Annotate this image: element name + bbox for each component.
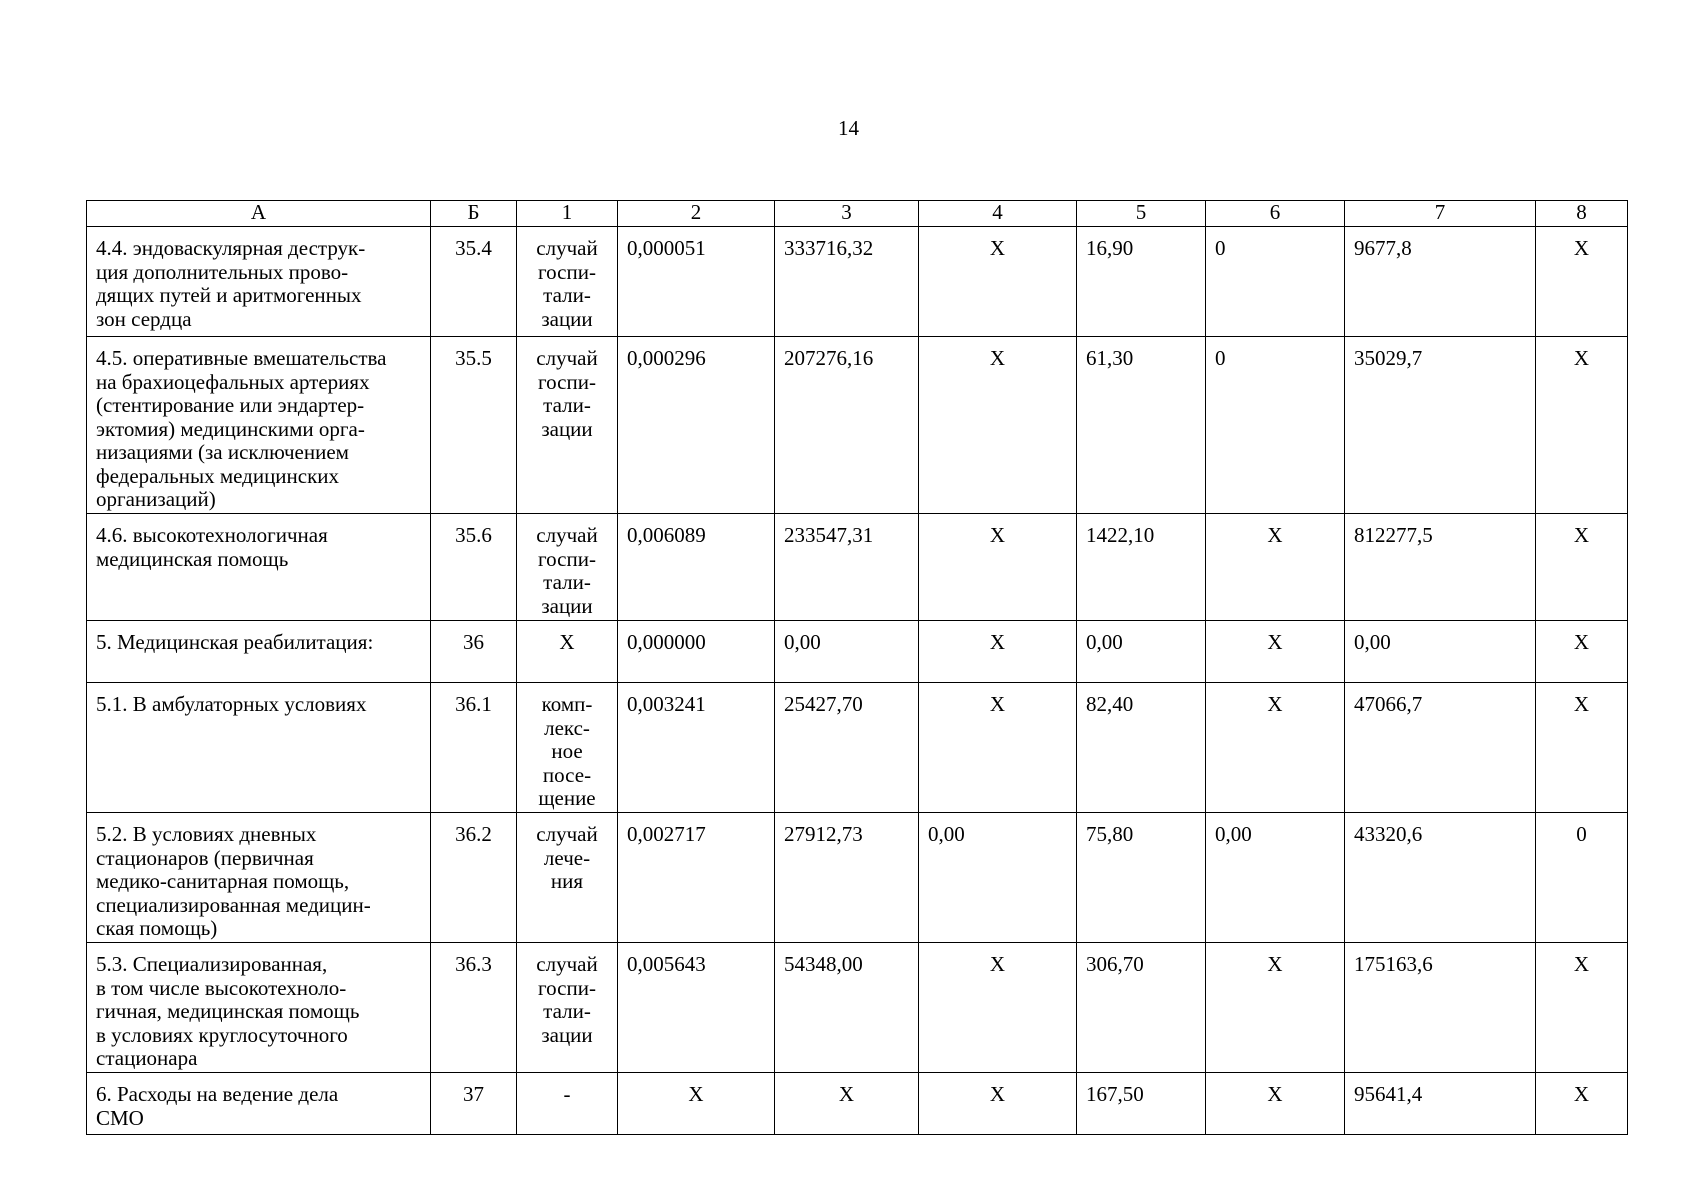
cell-col-2: 0,003241 [618, 683, 775, 813]
row-code: 36.2 [431, 813, 517, 943]
cell-col-8: Х [1536, 337, 1628, 514]
cell-col-8: Х [1536, 683, 1628, 813]
cell-col-5: 16,90 [1077, 227, 1206, 337]
cell-col-7: 35029,7 [1345, 337, 1536, 514]
row-name: 4.4. эндоваскулярная деструк- ция дополнительных прово- дящих путей и аритмогенных зон сердца [87, 227, 431, 337]
cell-col-6: Х [1206, 514, 1345, 621]
data-table [86, 200, 1628, 1135]
table-row [87, 683, 1628, 813]
cell-col-2: 0,000296 [618, 337, 775, 514]
page-number: 14 [838, 116, 859, 140]
cell-col-4: Х [919, 337, 1077, 514]
row-unit: случай лече- ния [517, 813, 618, 943]
row-name: 5.1. В амбулаторных условиях [87, 683, 431, 813]
cell-col-7: 43320,6 [1345, 813, 1536, 943]
row-name: 5.2. В условиях дневных стационаров (первичная медико-санитарная помощь, специализированная медицин- ская помощь) [87, 813, 431, 943]
table-row [87, 943, 1628, 1073]
header-cell: 1 [517, 201, 618, 227]
cell-col-8: Х [1536, 514, 1628, 621]
cell-col-2: 0,006089 [618, 514, 775, 621]
table-row [87, 1073, 1628, 1135]
header-row [87, 201, 1628, 227]
header-cell: 5 [1077, 201, 1206, 227]
cell-col-8: Х [1536, 621, 1628, 683]
cell-col-2: 0,000051 [618, 227, 775, 337]
cell-col-4: Х [919, 227, 1077, 337]
cell-col-6: Х [1206, 683, 1345, 813]
cell-col-4: Х [919, 683, 1077, 813]
row-name: 5.3. Специализированная, в том числе высокотехноло- гичная, медицинская помощь в условиях круглосуточного стационара [87, 943, 431, 1073]
row-unit: случай госпи- тали- зации [517, 943, 618, 1073]
row-name: 4.5. оперативные вмешательства на брахиоцефальных артериях (стентирование или эндартер- эктомия) медицинскими орга- низациями (за исключением федеральных медицинских организаций) [87, 337, 431, 514]
row-code: 35.4 [431, 227, 517, 337]
row-unit: случай госпи- тали- зации [517, 227, 618, 337]
row-name: 5. Медицинская реабилитация: [87, 621, 431, 683]
cell-col-6: Х [1206, 943, 1345, 1073]
cell-col-7: 9677,8 [1345, 227, 1536, 337]
cell-col-3: 25427,70 [775, 683, 919, 813]
cell-col-4: Х [919, 943, 1077, 1073]
cell-col-7: 812277,5 [1345, 514, 1536, 621]
cell-col-4: Х [919, 514, 1077, 621]
row-code: 37 [431, 1073, 517, 1135]
cell-col-3: 233547,31 [775, 514, 919, 621]
cell-col-3: 0,00 [775, 621, 919, 683]
cell-col-5: 1422,10 [1077, 514, 1206, 621]
row-code: 36 [431, 621, 517, 683]
header-cell: Б [431, 201, 517, 227]
cell-col-8: 0 [1536, 813, 1628, 943]
cell-col-5: 306,70 [1077, 943, 1206, 1073]
cell-col-3: 333716,32 [775, 227, 919, 337]
cell-col-6: 0 [1206, 227, 1345, 337]
header-cell: 4 [919, 201, 1077, 227]
cell-col-3: 27912,73 [775, 813, 919, 943]
cell-col-5: 82,40 [1077, 683, 1206, 813]
cell-col-3: 207276,16 [775, 337, 919, 514]
row-code: 35.5 [431, 337, 517, 514]
row-unit: - [517, 1073, 618, 1135]
cell-col-3: Х [775, 1073, 919, 1135]
header-cell: 8 [1536, 201, 1628, 227]
row-name: 4.6. высокотехнологичная медицинская помощь [87, 514, 431, 621]
cell-col-6: 0 [1206, 337, 1345, 514]
cell-col-5: 61,30 [1077, 337, 1206, 514]
row-unit: Х [517, 621, 618, 683]
row-code: 36.1 [431, 683, 517, 813]
cell-col-3: 54348,00 [775, 943, 919, 1073]
row-code: 36.3 [431, 943, 517, 1073]
cell-col-8: Х [1536, 943, 1628, 1073]
cell-col-2: Х [618, 1073, 775, 1135]
row-code: 35.6 [431, 514, 517, 621]
cell-col-7: 95641,4 [1345, 1073, 1536, 1135]
table-row [87, 621, 1628, 683]
header-cell: 2 [618, 201, 775, 227]
cell-col-8: Х [1536, 227, 1628, 337]
row-name: 6. Расходы на ведение дела СМО [87, 1073, 431, 1135]
cell-col-5: 0,00 [1077, 621, 1206, 683]
cell-col-2: 0,000000 [618, 621, 775, 683]
cell-col-2: 0,005643 [618, 943, 775, 1073]
header-cell: 3 [775, 201, 919, 227]
cell-col-6: 0,00 [1206, 813, 1345, 943]
cell-col-8: Х [1536, 1073, 1628, 1135]
cell-col-5: 167,50 [1077, 1073, 1206, 1135]
cell-col-6: Х [1206, 621, 1345, 683]
cell-col-5: 75,80 [1077, 813, 1206, 943]
table-row [87, 813, 1628, 943]
cell-col-7: 47066,7 [1345, 683, 1536, 813]
row-unit: случай госпи- тали- зации [517, 514, 618, 621]
table-row [87, 514, 1628, 621]
cell-col-6: Х [1206, 1073, 1345, 1135]
cell-col-7: 175163,6 [1345, 943, 1536, 1073]
header-cell: 6 [1206, 201, 1345, 227]
cell-col-4: Х [919, 621, 1077, 683]
row-unit: случай госпи- тали- зации [517, 337, 618, 514]
cell-col-2: 0,002717 [618, 813, 775, 943]
header-cell: А [87, 201, 431, 227]
header-cell: 7 [1345, 201, 1536, 227]
cell-col-7: 0,00 [1345, 621, 1536, 683]
cell-col-4: 0,00 [919, 813, 1077, 943]
row-unit: комп- лекс- ное посе- щение [517, 683, 618, 813]
cell-col-4: Х [919, 1073, 1077, 1135]
table-row [87, 337, 1628, 514]
table-row [87, 227, 1628, 337]
